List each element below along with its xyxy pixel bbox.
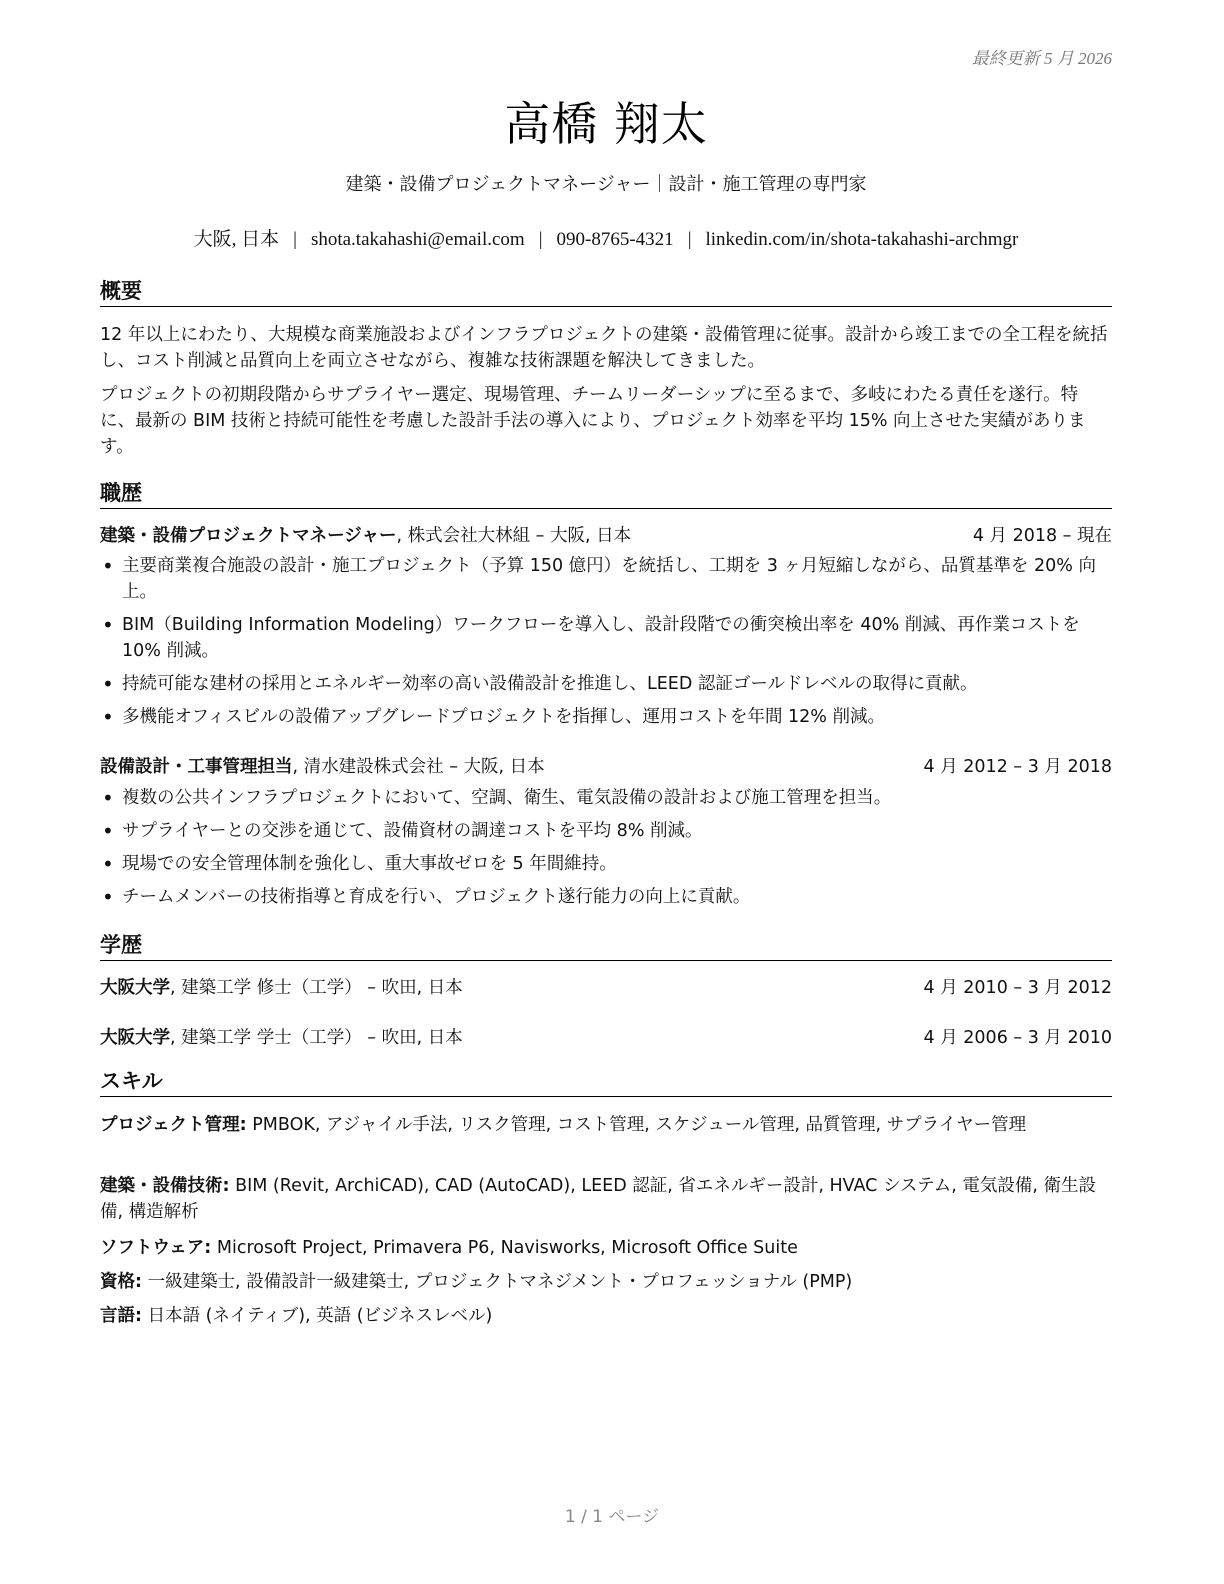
contact-location: 大阪, 日本 [193, 229, 280, 250]
skill-row [100, 1269, 1112, 1295]
list-item: • サプライヤーとの交渉を通じて、設備資材の調達コストを平均 8% 削減。 [100, 818, 1112, 844]
job-header [100, 523, 1112, 549]
list-item: • 複数の公共インフラプロジェクトにおいて、空調、衛生、電気設備の設計および施工管理を担当。 [100, 785, 1112, 811]
job-dates: 4 月 2012 – 3 月 2018 [923, 757, 1112, 777]
list-item: • 現場での安全管理体制を強化し、重大事故ゼロを 5 年間維持。 [100, 851, 1112, 877]
last-updated: 最終更新 5 月 2026 [971, 49, 1112, 68]
page-number: 1 / 1 ページ [564, 1507, 660, 1527]
list-item: • BIM（Building Information Modeling）ワークフローを導入し、設計段階での衝突検出率を 40% 削減、再作業コストを 10% 削減。 [100, 612, 1112, 664]
degree-detail: , 建築工学 学士（工学） – 吹田, 日本 [170, 1028, 463, 1048]
education-item [100, 975, 1112, 1001]
skill-label: ソフトウェア: [100, 1238, 212, 1258]
job-org: , 株式会社大林組 – 大阪, 日本 [396, 526, 632, 546]
contact-line [100, 224, 1112, 251]
education-dates: 4 月 2006 – 3 月 2010 [923, 1028, 1112, 1048]
tagline: 建築・設備プロジェクトマネージャー｜設計・施工管理の専門家 [345, 174, 867, 195]
skill-value: 日本語 (ネイティブ), 英語 (ビジネスレベル) [142, 1306, 493, 1326]
person-name: 高橋 翔太 [504, 97, 708, 151]
skill-row [100, 1112, 1112, 1138]
list-item: • チームメンバーの技術指導と育成を行い、プロジェクト遂行能力の向上に貢献。 [100, 884, 1112, 910]
skill-row [100, 1303, 1112, 1329]
job-org: , 清水建設株式会社 – 大阪, 日本 [292, 757, 545, 777]
section-title-experience: 職歴 [100, 480, 1112, 509]
summary-paragraph: プロジェクトの初期段階からサプライヤー選定、現場管理、チームリーダーシップに至るまで、多岐にわたる責任を遂行。特に、最新の BIM 技術と持続可能性を考慮した設計手法の導入により、プロジェクト効率を平均 15% 向上させた実績があります。 [100, 385, 1086, 457]
school-name: 大阪大学 [100, 978, 170, 998]
skill-value: BIM (Revit, ArchiCAD), CAD (AutoCAD), LEED 認証, 省エネルギー設計, HVAC システム, 電気設備, 衛生設備, 構造解析 [100, 1176, 1096, 1222]
skill-row [100, 1235, 1112, 1261]
contact-email[interactable]: shota.takahashi@email.com [310, 229, 525, 250]
summary-paragraph: 12 年以上にわたり、大規模な商業施設およびインフラプロジェクトの建築・設備管理に従事。設計から竣工までの全工程を統括し、コスト削減と品質向上を両立させながら、複雑な技術課題を解決してきました。 [100, 325, 1108, 371]
degree-detail: , 建築工学 修士（工学） – 吹田, 日本 [170, 978, 463, 998]
skill-label: 資格: [100, 1272, 142, 1292]
contact-linkedin[interactable]: linkedin.com/in/shota-takahashi-archmgr [705, 229, 1019, 250]
education-dates: 4 月 2010 – 3 月 2012 [923, 978, 1112, 998]
section-title-education: 学歴 [100, 932, 1112, 961]
job-bullets [100, 785, 1112, 917]
contact-phone[interactable]: 090-8765-4321 [556, 229, 674, 250]
list-item: • 多機能オフィスビルの設備アップグレードプロジェクトを指揮し、運用コストを年間 12% 削減。 [100, 704, 1112, 730]
skill-label: 言語: [100, 1306, 142, 1326]
job-role: 設備設計・工事管理担当 [100, 757, 293, 777]
job-dates: 4 月 2018 – 現在 [972, 526, 1112, 546]
job-header [100, 754, 1112, 780]
skill-value: PMBOK, アジャイル手法, リスク管理, コスト管理, スケジュール管理, 品質管理, サプライヤー管理 [246, 1115, 1027, 1135]
contact-separator: | [293, 229, 297, 250]
skill-label: プロジェクト管理: [100, 1115, 247, 1135]
section-title-summary: 概要 [100, 278, 1112, 307]
section-title-skills: スキル [100, 1068, 1112, 1097]
skill-row [100, 1173, 1112, 1225]
contact-separator: | [538, 229, 543, 250]
skill-value: 一級建築士, 設備設計一級建築士, プロジェクトマネジメント・プロフェッショナル (PMP) [142, 1272, 853, 1292]
list-item: • 持続可能な建材の採用とエネルギー効率の高い設備設計を推進し、LEED 認証ゴールドレベルの取得に貢献。 [100, 671, 1112, 697]
contact-separator: | [687, 229, 692, 250]
school-name: 大阪大学 [100, 1028, 170, 1048]
job-role: 建築・設備プロジェクトマネージャー [100, 526, 397, 546]
job-bullets [100, 553, 1112, 737]
skill-label: 建築・設備技術: [100, 1176, 230, 1196]
list-item: • 主要商業複合施設の設計・施工プロジェクト（予算 150 億円）を統括し、工期を 3 ヶ月短縮しながら、品質基準を 20% 向上。 [100, 553, 1112, 605]
education-item [100, 1025, 1112, 1051]
skill-value: Microsoft Project, Primavera P6, Navisworks, Microsoft Office Suite [211, 1238, 798, 1258]
